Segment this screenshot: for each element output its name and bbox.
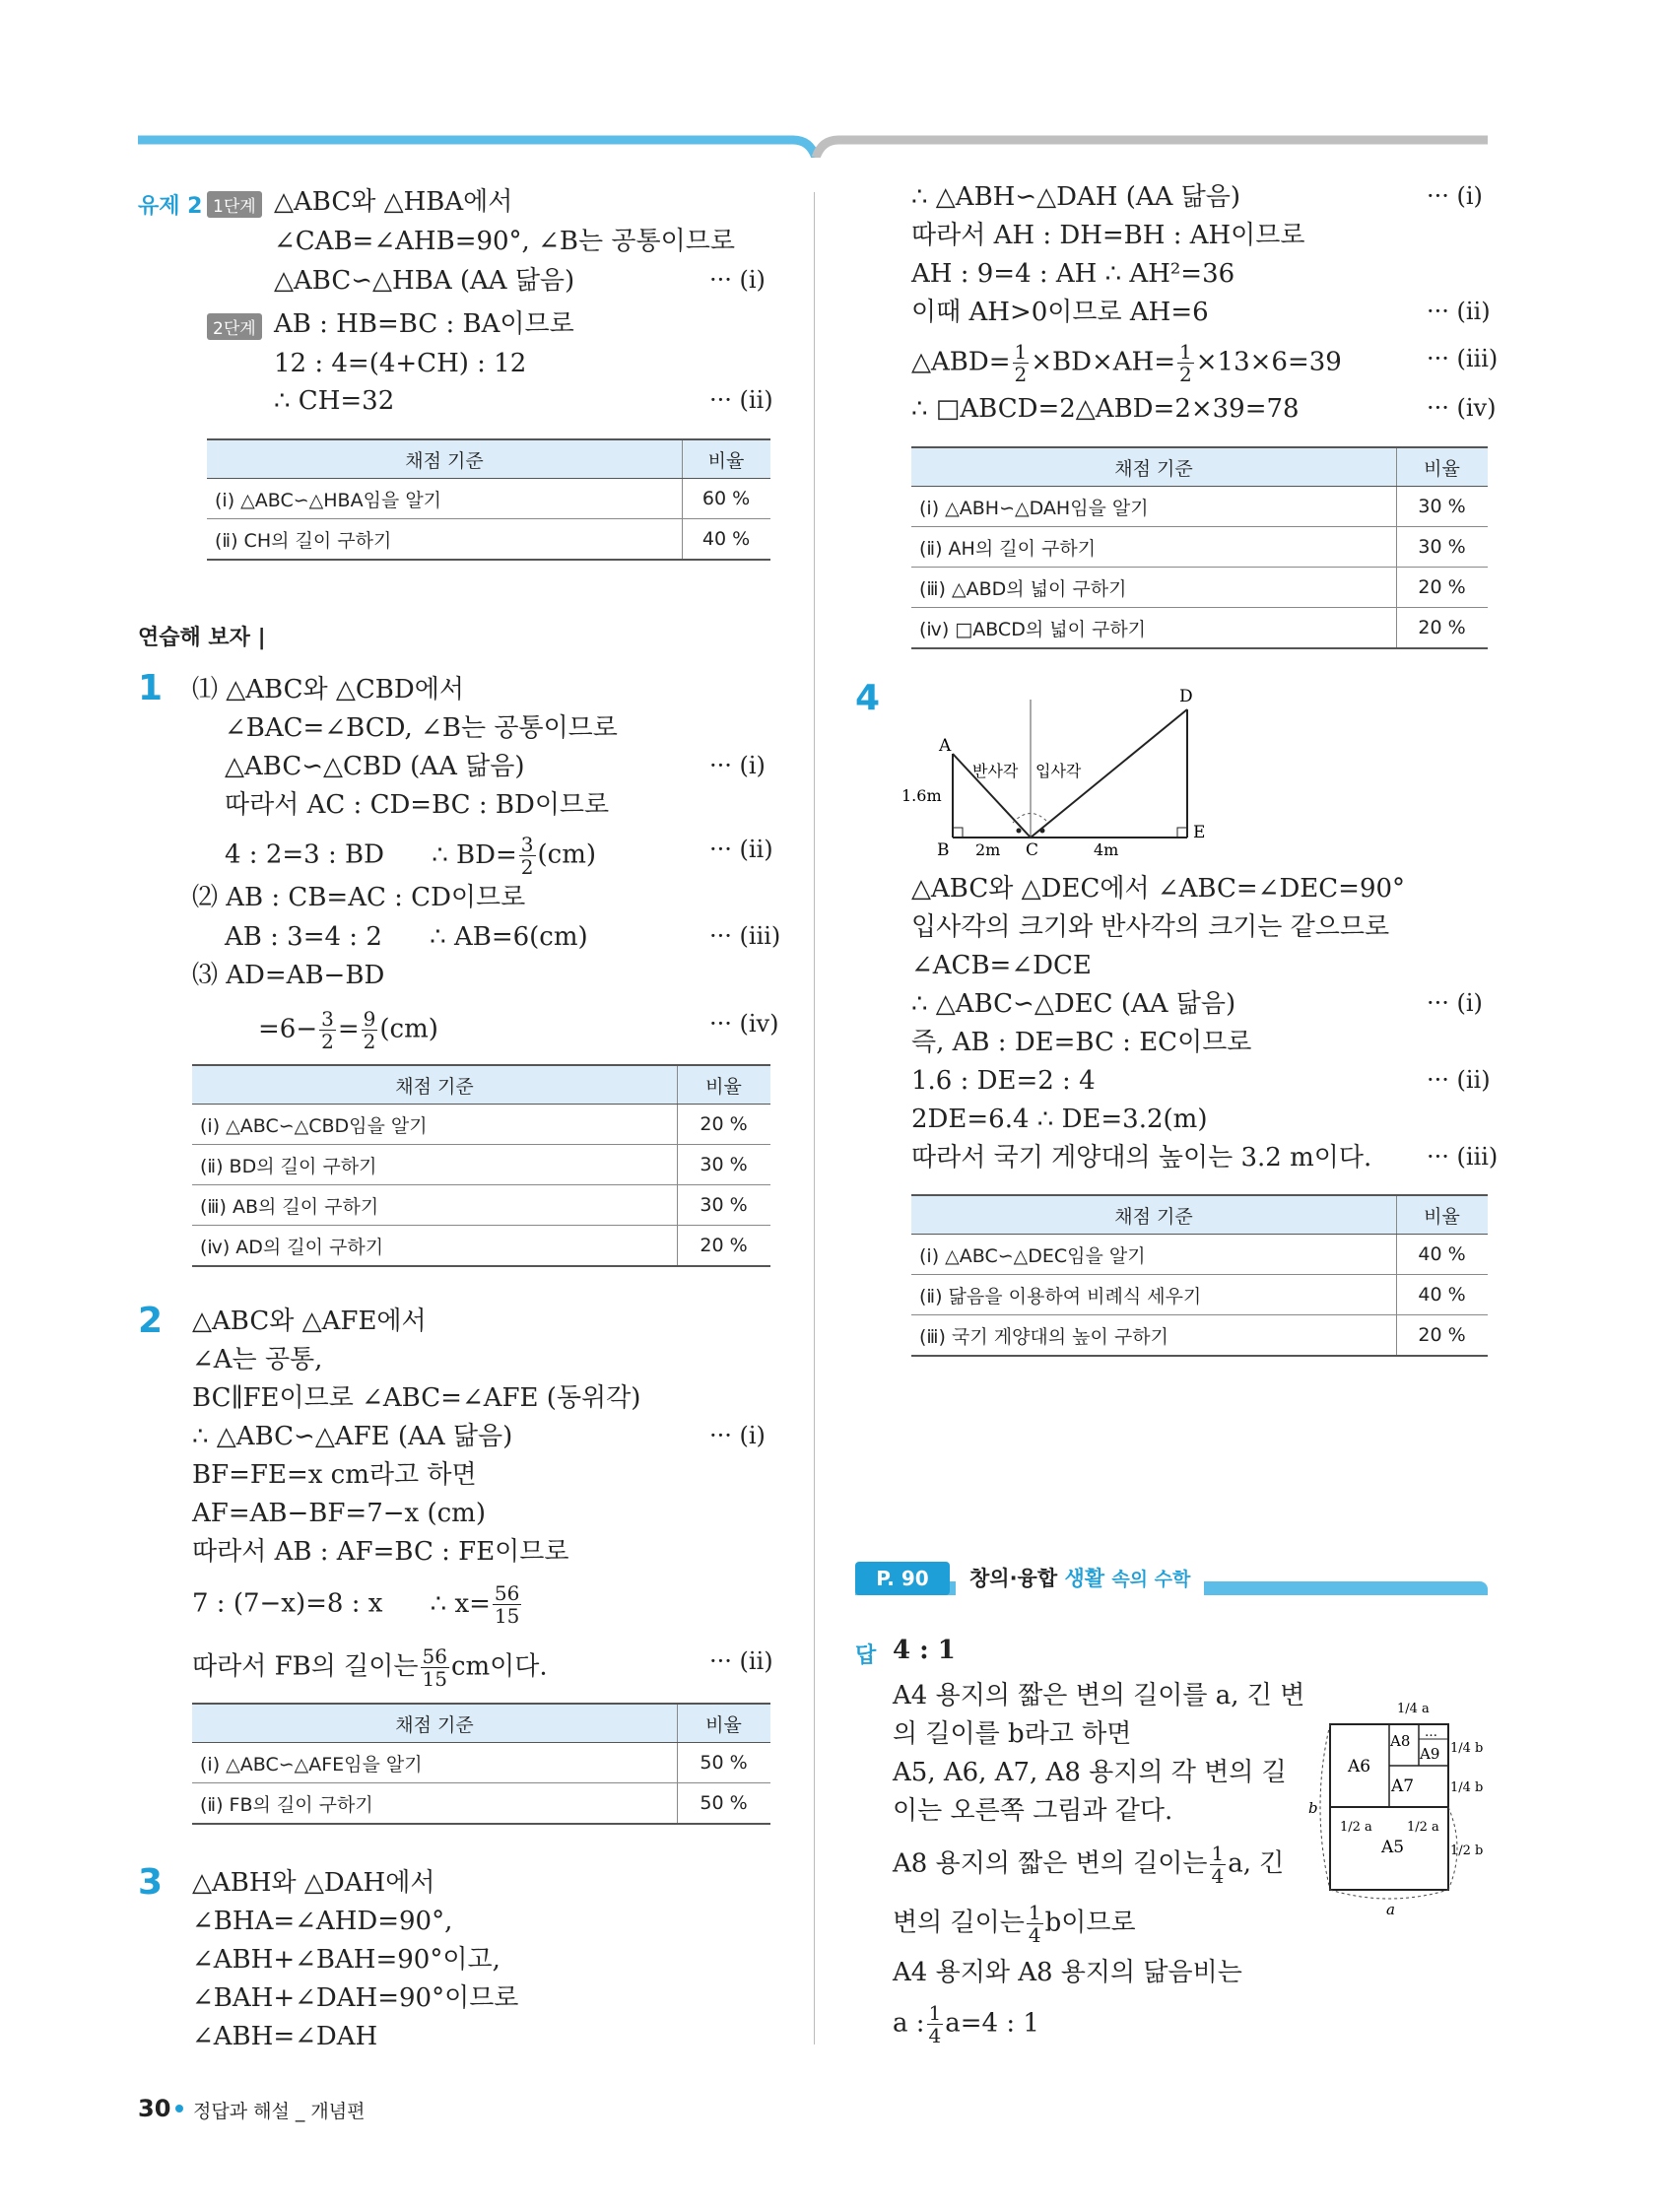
table-cell: (ⅰ) △ABC∽△HBA임을 알기: [207, 479, 683, 519]
table-cell: (ⅰ) △ABC∽△DEC임을 알기: [911, 1235, 1397, 1275]
text-part: 따라서 FB의 길이는: [192, 1651, 419, 1682]
text-line: [258, 1008, 438, 1052]
text-line: 따라서 AH : DH=BH : AH이므로: [911, 221, 1305, 250]
text-line: △ABC와 △HBA에서: [274, 187, 513, 217]
problem-number: 3: [138, 1862, 164, 1903]
text-line: ⑴ △ABC와 △CBD에서: [192, 675, 464, 704]
fraction: $\frac{1}{4}$: [928, 2001, 942, 2047]
label-incidence: 입사각: [1035, 762, 1082, 780]
answer-label: 답: [855, 1643, 877, 1668]
p90-banner: [855, 1562, 1488, 1599]
text-line: ∴ △ABC∽△AFE (AA 닮음): [192, 1422, 513, 1451]
footer-dot-icon: [175, 2105, 183, 2112]
label-ce: 4m: [1094, 840, 1119, 859]
text-part: 변의 길이는: [893, 1908, 1025, 1938]
text-line: BC∥FE이므로 ∠ABC=∠AFE (동위각): [192, 1383, 641, 1413]
text-part: a :: [893, 2008, 925, 2039]
table-row: [192, 1783, 770, 1825]
table-row: [192, 1185, 770, 1226]
table-header: 채점 기준: [207, 439, 683, 479]
fraction: $\frac{1}{2}$: [1014, 340, 1028, 386]
text-part: ∴ AB=6(cm): [430, 922, 588, 952]
text-part: △ABD=: [911, 347, 1011, 377]
label-a: A: [939, 736, 952, 756]
score-mark: ··· (ⅰ): [709, 752, 766, 779]
title-part: 속의 수학: [1111, 1569, 1191, 1590]
text-line: 이는 오른쪽 그림과 같다.: [893, 1796, 1173, 1826]
label-a7: A7: [1391, 1776, 1415, 1796]
text-line: 따라서 국기 게양대의 높이는 3.2 m이다.: [911, 1143, 1372, 1173]
text-part: ×BD×AH=: [1031, 347, 1176, 377]
text-line: AF=AB−BF=7−x (cm): [192, 1499, 486, 1528]
label-e: E: [1193, 823, 1206, 842]
score-mark: ··· (ⅳ): [709, 1010, 779, 1038]
label-a5: A5: [1381, 1838, 1405, 1857]
table-cell: (ⅰ) △ABC∽△AFE임을 알기: [192, 1743, 678, 1783]
text-line: ∠BAH+∠DAH=90°이므로: [192, 1983, 519, 2013]
score-mark: ··· (ⅲ): [1427, 345, 1499, 372]
table-cell: 20 %: [1397, 1315, 1489, 1357]
table-header: 비율: [678, 1704, 771, 1743]
table-cell: (ⅳ) AD의 길이 구하기: [192, 1226, 678, 1267]
score-mark: ··· (ⅰ): [1427, 989, 1483, 1017]
text-line: [893, 1902, 1136, 1946]
table-row: [207, 479, 770, 519]
text-line: [192, 1645, 548, 1690]
problem-number: 2: [138, 1301, 164, 1341]
text-line: △ABC∽△HBA (AA 닮음): [274, 266, 575, 296]
paper-size-diagram: [1301, 1675, 1488, 1921]
text-line: [192, 1582, 523, 1627]
fraction: $\frac{9}{2}$: [363, 1007, 376, 1053]
text-line: 12 : 4=(4+CH) : 12: [274, 349, 527, 378]
fraction: $\frac{56}{15}$: [422, 1644, 447, 1691]
table-cell: 20 %: [678, 1226, 771, 1267]
table-header: 채점 기준: [192, 1065, 678, 1105]
table-row: [911, 1235, 1488, 1275]
table-header: 비율: [1397, 1195, 1489, 1235]
table-header: 비율: [1397, 447, 1489, 487]
text-line: [225, 834, 596, 878]
text-part: a=4 : 1: [945, 2008, 1039, 2039]
table-header: 채점 기준: [911, 447, 1397, 487]
table-header: 비율: [683, 439, 771, 479]
score-mark: ··· (ⅱ): [709, 1647, 773, 1675]
fraction: $\frac{1}{4}$: [1028, 1901, 1041, 1947]
label-half-b: 1/2 b: [1450, 1843, 1484, 1858]
text-line: AH : 9=4 : AH ∴ AH²=36: [911, 259, 1235, 289]
text-part: b이므로: [1044, 1908, 1136, 1938]
table-cell: 60 %: [683, 479, 771, 519]
text-line: 즉, AB : DE=BC : EC이므로: [911, 1028, 1252, 1057]
table-cell: (ⅲ) AB의 길이 구하기: [192, 1185, 678, 1226]
grading-table: [207, 438, 770, 561]
text-line: [225, 920, 588, 954]
fraction: $\frac{1}{2}$: [1179, 340, 1192, 386]
score-mark: ··· (ⅱ): [709, 836, 773, 863]
table-cell: 20 %: [1397, 608, 1489, 649]
fraction: $\frac{3}{2}$: [321, 1007, 334, 1053]
text-line: 의 길이를 b라고 하면: [893, 1719, 1132, 1749]
column-divider: [814, 192, 815, 2044]
label-d: D: [1179, 687, 1193, 706]
grading-table: [911, 446, 1488, 649]
text-line: ∴ CH=32: [274, 386, 395, 416]
text-line: ⑶ AD=AB−BD: [192, 961, 385, 990]
fraction: $\frac{1}{4}$: [1211, 1842, 1225, 1888]
reflection-diagram: [901, 680, 1217, 867]
text-line: △ABC와 △AFE에서: [192, 1307, 427, 1336]
table-cell: (ⅱ) FB의 길이 구하기: [192, 1783, 678, 1825]
label-bc: 2m: [975, 840, 1001, 859]
text-part: =: [337, 1014, 360, 1044]
problem-number: 1: [138, 668, 164, 708]
table-row: [911, 487, 1488, 527]
text-line: △ABC∽△CBD (AA 닮음): [225, 752, 525, 781]
footer-title: 정답과 해설 _ 개념편: [193, 2101, 366, 2122]
table-cell: (ⅱ) BD의 길이 구하기: [192, 1145, 678, 1185]
text-line: ∠ABH=∠DAH: [192, 2022, 378, 2051]
table-cell: (ⅱ) AH의 길이 구하기: [911, 527, 1397, 568]
problem-number: 4: [855, 678, 881, 718]
text-line: 입사각의 크기와 반사각의 크기는 같으므로: [911, 912, 1390, 942]
score-mark: ··· (ⅱ): [709, 386, 773, 414]
text-line: [893, 2002, 1039, 2046]
text-part: a, 긴: [1228, 1848, 1285, 1879]
grading-table: [192, 1064, 770, 1267]
text-line: ∠A는 공통,: [192, 1345, 323, 1374]
fraction: $\frac{3}{2}$: [520, 833, 534, 879]
table-cell: (ⅰ) △ABH∽△DAH임을 알기: [911, 487, 1397, 527]
table-cell: 50 %: [678, 1743, 771, 1783]
label-reflection: 반사각: [972, 762, 1019, 780]
text-line: ⑵ AB : CB=AC : CD이므로: [192, 883, 526, 912]
answer-value: 4 : 1: [893, 1636, 956, 1665]
label-quarter-a: 1/4 a: [1397, 1702, 1430, 1716]
text-part: ∴ BD=: [432, 839, 517, 870]
page-number: 30: [138, 2095, 171, 2122]
text-line: ∴ △ABC∽△DEC (AA 닮음): [911, 989, 1236, 1019]
text-line: 따라서 AB : AF=BC : FE이므로: [192, 1537, 569, 1567]
label-half-a: 1/2 a: [1340, 1820, 1372, 1835]
step2-badge: 2단계: [207, 313, 262, 340]
text-part: 4 : 2=3 : BD: [225, 839, 384, 870]
text-line: ∠CAB=∠AHB=90°, ∠B는 공통이므로: [274, 227, 735, 256]
table-cell: 30 %: [678, 1145, 771, 1185]
table-row: [911, 568, 1488, 608]
text-line: [893, 1843, 1284, 1887]
score-mark: ··· (ⅰ): [1427, 182, 1483, 210]
step1-badge: 1단계: [207, 191, 262, 218]
table-cell: (ⅲ) △ABD의 넓이 구하기: [911, 568, 1397, 608]
score-mark: ··· (ⅱ): [1427, 1066, 1491, 1094]
table-row: [207, 519, 770, 561]
table-row: [911, 527, 1488, 568]
text-line: 1.6 : DE=2 : 4: [911, 1066, 1096, 1096]
text-part: ∴ x=: [430, 1588, 491, 1619]
text-part: AB : 3=4 : 2: [225, 922, 382, 952]
table-header: 채점 기준: [192, 1704, 678, 1743]
score-mark: ··· (ⅱ): [1427, 298, 1491, 325]
label-a: a: [1386, 1901, 1395, 1918]
text-part: ×13×6=39: [1195, 347, 1342, 377]
grading-table: [192, 1703, 770, 1825]
text-line: BF=FE=x cm라고 하면: [192, 1460, 477, 1490]
table-cell: (ⅰ) △ABC∽△CBD임을 알기: [192, 1105, 678, 1145]
table-cell: (ⅱ) CH의 길이 구하기: [207, 519, 683, 561]
table-row: [911, 608, 1488, 649]
text-part: =6−: [258, 1014, 318, 1044]
label-c: C: [1026, 840, 1039, 860]
score-mark: ··· (ⅲ): [709, 922, 781, 950]
score-mark: ··· (ⅳ): [1427, 394, 1497, 422]
text-line: ∠BHA=∠AHD=90°,: [192, 1907, 453, 1936]
text-line: ∴ □ABCD=2△ABD=2×39=78: [911, 394, 1300, 424]
label-b: B: [937, 840, 950, 860]
text-line: AB : HB=BC : BA이므로: [274, 309, 574, 339]
text-part: A8 용지의 짧은 변의 길이는: [893, 1848, 1208, 1879]
text-line: ∠BAC=∠BCD, ∠B는 공통이므로: [225, 713, 618, 743]
table-cell: 50 %: [678, 1783, 771, 1825]
label-height: 1.6m: [901, 786, 942, 805]
score-mark: ··· (ⅰ): [709, 1422, 766, 1449]
yuje-label: 유제 2: [138, 194, 203, 219]
table-row: [911, 1275, 1488, 1315]
table-cell: 30 %: [678, 1185, 771, 1226]
table-cell: 20 %: [1397, 568, 1489, 608]
p90-title: [956, 1562, 1204, 1595]
text-line: 따라서 AC : CD=BC : BD이므로: [225, 790, 610, 820]
table-row: [192, 1105, 770, 1145]
text-line: ∠ACB=∠DCE: [911, 951, 1092, 980]
section-title: 연습해 보자 |: [138, 626, 266, 650]
table-row: [192, 1743, 770, 1783]
text-line: ∴ △ABH∽△DAH (AA 닮음): [911, 182, 1241, 212]
p90-tag: P. 90: [855, 1562, 950, 1595]
label-a6: A6: [1348, 1757, 1371, 1776]
table-cell: 40 %: [1397, 1275, 1489, 1315]
text-part: (cm): [537, 839, 597, 870]
label-dots: …: [1425, 1725, 1437, 1740]
text-line: ∠ABH+∠BAH=90°이고,: [192, 1945, 500, 1975]
table-cell: 20 %: [678, 1105, 771, 1145]
table-cell: 30 %: [1397, 527, 1489, 568]
table-cell: 40 %: [1397, 1235, 1489, 1275]
text-part: 7 : (7−x)=8 : x: [192, 1588, 383, 1619]
score-mark: ··· (ⅰ): [709, 266, 766, 294]
label-quarter-b2: 1/4 b: [1450, 1780, 1484, 1795]
fraction: $\frac{56}{15}$: [494, 1581, 520, 1628]
table-row: [192, 1145, 770, 1185]
text-line: A5, A6, A7, A8 용지의 각 변의 길: [893, 1758, 1287, 1787]
text-line: △ABC와 △DEC에서 ∠ABC=∠DEC=90°: [911, 874, 1406, 904]
text-line: 2DE=6.4 ∴ DE=3.2(m): [911, 1105, 1208, 1134]
table-row: [911, 1315, 1488, 1357]
text-part: (cm): [379, 1014, 438, 1044]
table-cell: (ⅱ) 닮음을 이용하여 비례식 세우기: [911, 1275, 1397, 1315]
text-line: △ABH와 △DAH에서: [192, 1868, 435, 1898]
table-header: 채점 기준: [911, 1195, 1397, 1235]
header-bar: [0, 0, 1668, 158]
table-cell: 30 %: [1397, 487, 1489, 527]
label-a9: A9: [1420, 1745, 1440, 1763]
text-line: [911, 341, 1342, 385]
label-b: b: [1308, 1799, 1318, 1817]
score-mark: ··· (ⅲ): [1427, 1143, 1499, 1171]
label-half-a2: 1/2 a: [1407, 1820, 1439, 1835]
grading-table: [911, 1194, 1488, 1357]
table-cell: (ⅳ) □ABCD의 넓이 구하기: [911, 608, 1397, 649]
table-header: 비율: [678, 1065, 771, 1105]
table-cell: 40 %: [683, 519, 771, 561]
table-cell: (ⅲ) 국기 게양대의 높이 구하기: [911, 1315, 1397, 1357]
label-quarter-b: 1/4 b: [1450, 1741, 1484, 1756]
title-part: 생활: [1064, 1567, 1105, 1590]
text-line: A4 용지의 짧은 변의 길이를 a, 긴 변: [893, 1681, 1305, 1710]
text-line: 이때 AH>0이므로 AH=6: [911, 298, 1209, 327]
table-row: [192, 1226, 770, 1267]
text-part: cm이다.: [450, 1651, 548, 1682]
label-a8: A8: [1390, 1732, 1411, 1750]
title-part: 창의·융합: [969, 1567, 1058, 1590]
text-line: A4 용지와 A8 용지의 닮음비는: [893, 1958, 1242, 1987]
